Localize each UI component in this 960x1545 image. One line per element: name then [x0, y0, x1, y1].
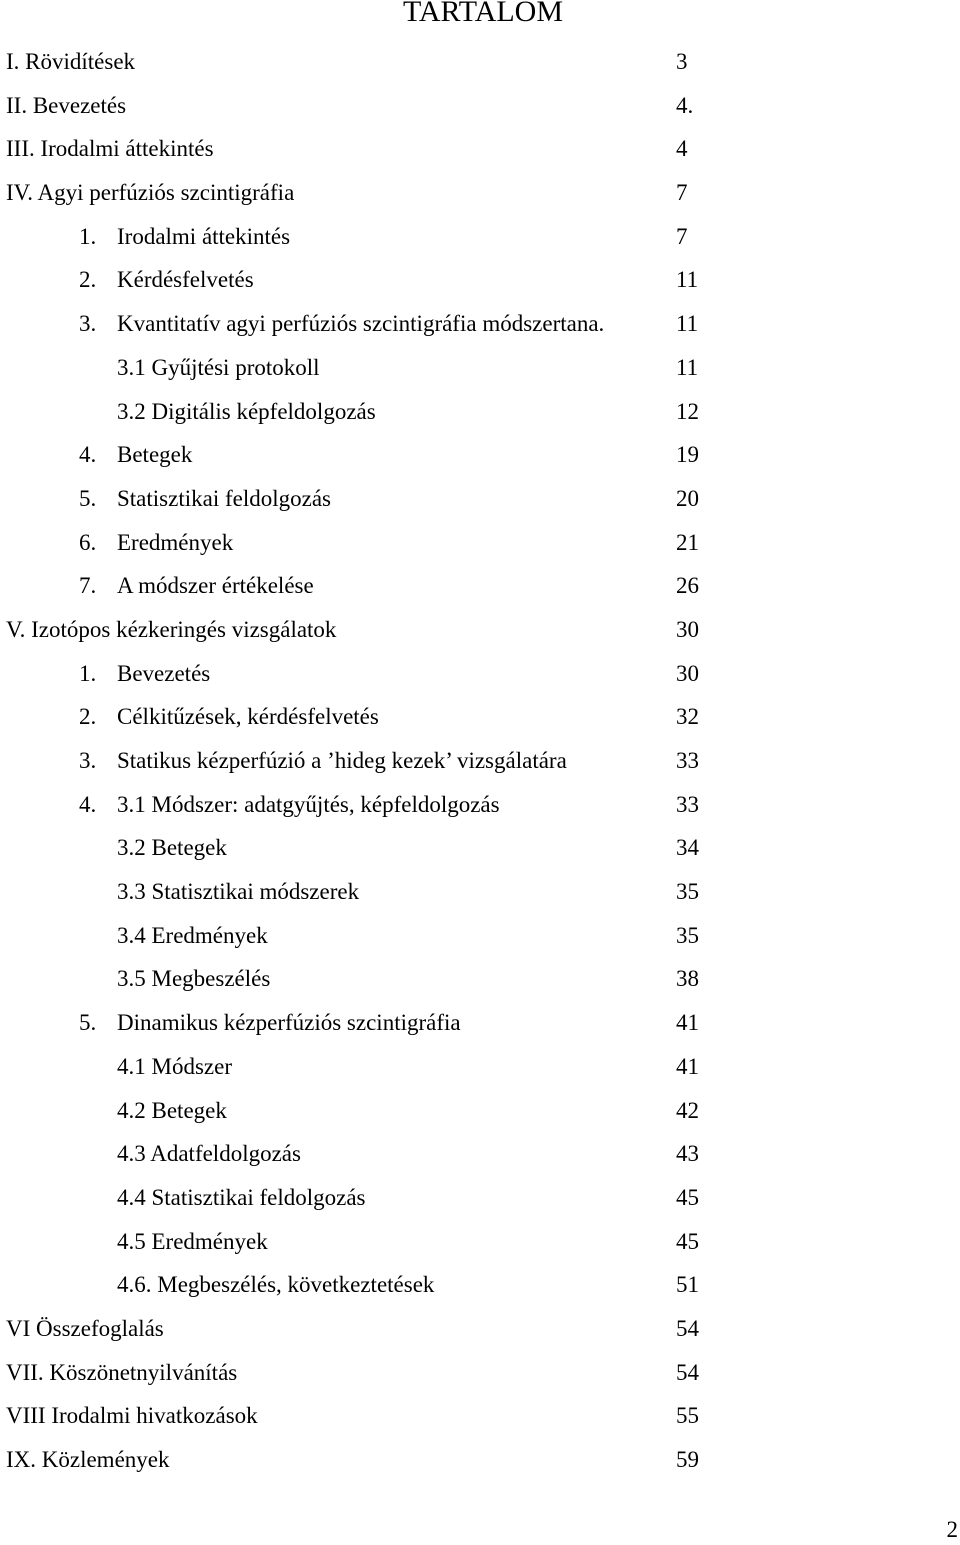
- toc-entry-title: 4.6. Megbeszélés, következtetések: [117, 1272, 435, 1298]
- toc-entry: [0, 1394, 960, 1438]
- toc-entry: [0, 957, 960, 1001]
- toc-entry-page: 4: [676, 136, 688, 162]
- toc-entry-title: 4.1 Módszer: [117, 1053, 232, 1079]
- toc-entry: [0, 477, 960, 521]
- toc-entry-number: 4.: [79, 442, 97, 468]
- toc-entry-number: 1.: [79, 660, 97, 686]
- toc-entry-number: 2.: [79, 704, 97, 730]
- toc-entry-title: Betegek: [117, 442, 193, 468]
- toc-entry-title: I. Rövidítések: [6, 49, 136, 74]
- toc-entry-title: Célkitűzések, kérdésfelvetés: [117, 704, 379, 730]
- toc-entry-number: 6.: [79, 529, 97, 555]
- page-title: TARTALOM: [402, 0, 564, 28]
- toc-entry-title: 3.1 Gyűjtési protokoll: [117, 354, 320, 380]
- toc-entry: [0, 1176, 960, 1220]
- toc-entry: [0, 914, 960, 958]
- toc-entry: [0, 1045, 960, 1089]
- toc-entry-page: 7: [676, 223, 688, 249]
- toc-entry: [0, 783, 960, 827]
- table-of-contents: [0, 40, 960, 1482]
- toc-entry: [0, 258, 960, 302]
- toc-entry-title: Statikus kézperfúzió a ’hideg kezek’ vizsgálatára: [117, 748, 567, 773]
- toc-entry-page: 38: [676, 966, 699, 992]
- toc-entry-page: 30: [676, 616, 699, 642]
- page-number: 2: [946, 1517, 958, 1542]
- toc-entry-title: VI Összefoglalás: [6, 1315, 164, 1341]
- toc-entry-title: IX. Közlemények: [6, 1447, 170, 1472]
- toc-entry-page: 41: [676, 1053, 699, 1079]
- toc-entry-number: 3.: [79, 748, 97, 773]
- toc-entry: [0, 171, 960, 215]
- toc-entry-title: 4.2 Betegek: [117, 1097, 227, 1123]
- toc-entry: [0, 1307, 960, 1351]
- toc-entry: [0, 346, 960, 390]
- toc-entry: [0, 390, 960, 434]
- toc-entry-title: Statisztikai feldolgozás: [117, 485, 331, 511]
- toc-entry-page: 45: [676, 1184, 699, 1210]
- toc-entry: [0, 739, 960, 783]
- toc-entry-page: 12: [676, 398, 699, 424]
- toc-entry-page: 34: [676, 835, 699, 861]
- toc-entry: [0, 1438, 960, 1482]
- toc-entry-page: 19: [676, 442, 699, 468]
- toc-entry-title: Irodalmi áttekintés: [117, 223, 291, 249]
- toc-entry-page: 11: [676, 354, 699, 380]
- toc-entry-page: 51: [676, 1272, 699, 1298]
- toc-entry-title: V. Izotópos kézkeringés vizsgálatok: [6, 616, 337, 642]
- toc-entry-title: Kérdésfelvetés: [117, 267, 254, 293]
- toc-entry-page: 3: [676, 49, 688, 74]
- toc-entry-page: 11: [676, 267, 699, 293]
- toc-entry: [0, 433, 960, 477]
- toc-entry-title: 3.2 Digitális képfeldolgozás: [117, 398, 376, 424]
- toc-entry: [0, 608, 960, 652]
- toc-entry-number: 4.: [79, 791, 97, 817]
- toc-entry: [0, 40, 960, 84]
- toc-entry-number: 3.: [79, 311, 97, 337]
- toc-entry-page: 33: [676, 791, 699, 817]
- toc-entry-page: 55: [676, 1403, 699, 1429]
- toc-entry-page: 11: [676, 311, 699, 337]
- toc-entry-title: VII. Köszönetnyilvánítás: [6, 1359, 238, 1385]
- toc-entry: [0, 564, 960, 608]
- toc-entry: [0, 84, 960, 128]
- toc-entry-title: 3.4 Eredmények: [117, 922, 268, 948]
- toc-entry: [0, 1089, 960, 1133]
- toc-entry-page: 43: [676, 1141, 699, 1167]
- toc-entry-title: 4.3 Adatfeldolgozás: [117, 1141, 301, 1167]
- toc-entry-page: 35: [676, 879, 699, 905]
- toc-entry-page: 7: [676, 180, 688, 206]
- toc-entry-title: VIII Irodalmi hivatkozások: [6, 1403, 258, 1429]
- toc-entry: [0, 1132, 960, 1176]
- toc-entry-title: A módszer értékelése: [117, 573, 314, 599]
- toc-entry-title: 3.1 Módszer: adatgyűjtés, képfeldolgozás: [117, 791, 500, 817]
- toc-entry: [0, 1220, 960, 1264]
- toc-entry-title: II. Bevezetés: [6, 92, 127, 118]
- toc-entry-title: 4.4 Statisztikai feldolgozás: [117, 1184, 366, 1210]
- toc-entry-title: Kvantitatív agyi perfúziós szcintigráfia módszertana.: [117, 311, 605, 337]
- toc-entry: [0, 521, 960, 565]
- toc-entry-page: 35: [676, 922, 699, 948]
- toc-entry-number: 5.: [79, 485, 97, 511]
- toc-entry-number: 2.: [79, 267, 97, 293]
- toc-entry: [0, 1351, 960, 1395]
- toc-entry-page: 20: [676, 485, 699, 511]
- toc-entry-page: 42: [676, 1097, 699, 1123]
- toc-entry: [0, 870, 960, 914]
- toc-entry-title: Bevezetés: [117, 660, 211, 686]
- toc-entry-page: 41: [676, 1010, 699, 1036]
- toc-entry-title: 3.3 Statisztikai módszerek: [117, 879, 360, 905]
- toc-entry-number: 7.: [79, 573, 97, 599]
- toc-entry-title: IV. Agyi perfúziós szcintigráfia: [6, 180, 295, 206]
- toc-entry-page: 32: [676, 704, 699, 730]
- toc-entry-page: 21: [676, 529, 699, 555]
- toc-entry-title: 4.5 Eredmények: [117, 1228, 268, 1254]
- toc-entry-page: 59: [676, 1447, 699, 1472]
- toc-entry-number: 1.: [79, 223, 97, 249]
- toc-entry-page: 54: [676, 1359, 699, 1385]
- toc-entry-page: 30: [676, 660, 699, 686]
- toc-entry-title: Dinamikus kézperfúziós szcintigráfia: [117, 1010, 461, 1036]
- toc-entry-title: 3.2 Betegek: [117, 835, 227, 861]
- toc-entry: [0, 695, 960, 739]
- toc-entry-title: Eredmények: [117, 529, 234, 555]
- toc-entry: [0, 302, 960, 346]
- toc-entry-page: 26: [676, 573, 699, 599]
- toc-entry-title: III. Irodalmi áttekintés: [6, 136, 214, 162]
- toc-entry: [0, 215, 960, 259]
- toc-entry: [0, 1001, 960, 1045]
- toc-entry-page: 4.: [676, 92, 694, 118]
- toc-entry-title: 3.5 Megbeszélés: [117, 966, 271, 992]
- toc-entry-page: 54: [676, 1315, 699, 1341]
- toc-entry-page: 45: [676, 1228, 699, 1254]
- toc-entry: [0, 1263, 960, 1307]
- toc-entry-page: 33: [676, 748, 699, 773]
- toc-entry: [0, 826, 960, 870]
- toc-entry-number: 5.: [79, 1010, 97, 1036]
- toc-entry: [0, 127, 960, 171]
- toc-entry: [0, 652, 960, 696]
